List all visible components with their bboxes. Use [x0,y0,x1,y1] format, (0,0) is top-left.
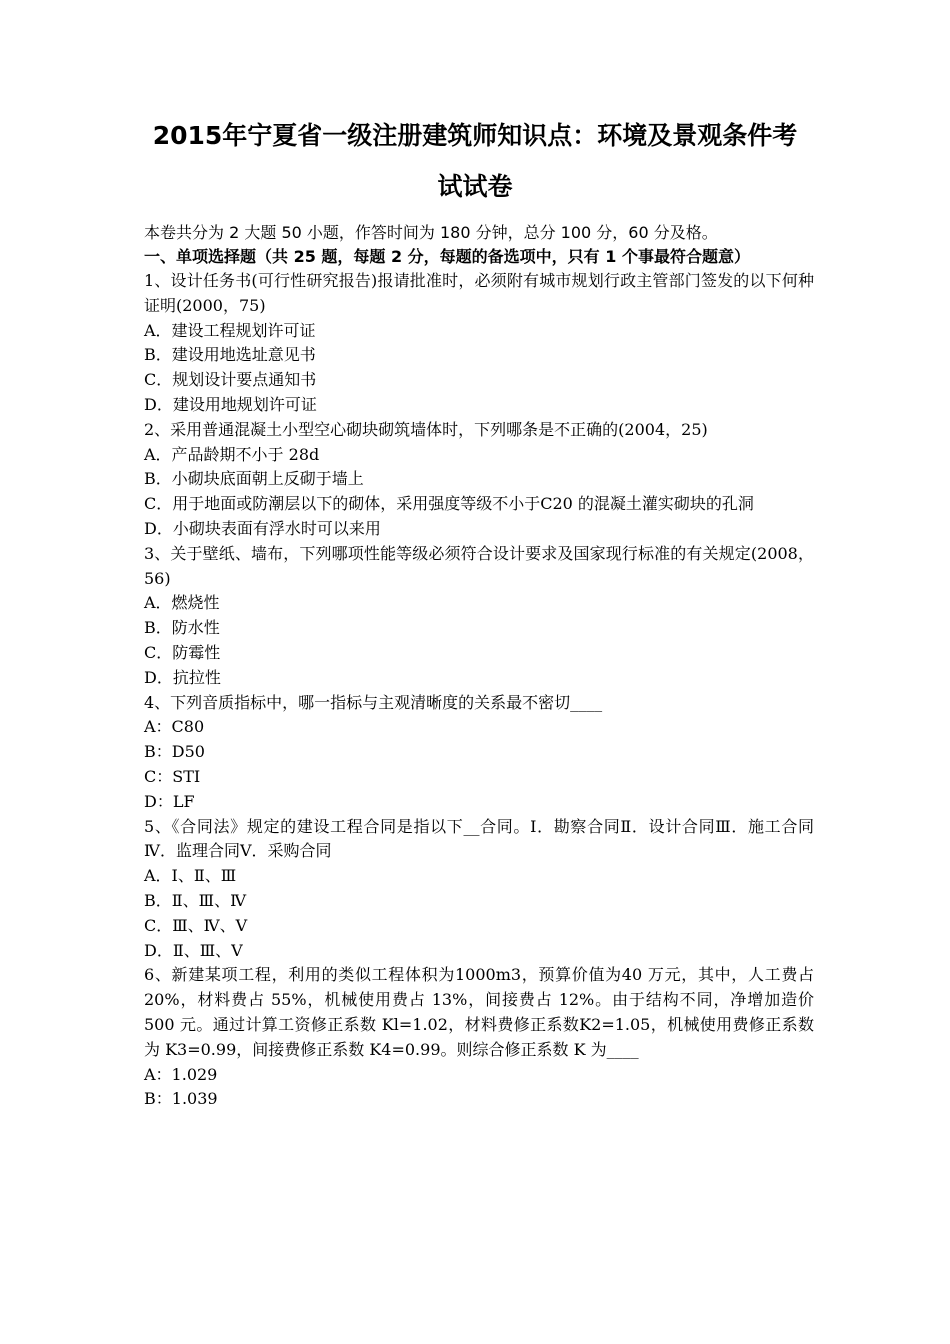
answer-option: D．小砌块表面有浮水时可以来用 [144,518,381,538]
question-text: 3、关于壁纸、墙布，下列哪项性能等级必须符合设计要求及国家现行标准的有关规定(2008，56) [144,543,814,588]
document-body [144,220,814,1112]
answer-option: A．建设工程规划许可证 [144,320,316,340]
answer-option: A．产品龄期不小于 28d [144,444,320,464]
answer-option: D．建设用地规划许可证 [144,394,317,414]
answer-option: D：LF [144,791,195,811]
answer-option: A：C80 [144,717,205,737]
answer-option: B：D50 [144,742,205,762]
answer-option: C：STI [144,766,201,786]
answer-option: B．防水性 [144,618,220,638]
document-title-continued: 试试卷 [437,172,513,201]
question-block [144,815,814,964]
answer-option: B：1.039 [144,1089,218,1109]
question-text: 5、《合同法》规定的建设工程合同是指以下__合同。Ⅰ．勘察合同Ⅱ．设计合同Ⅲ．施工合同Ⅳ．监理合同Ⅴ．采购合同 [144,816,814,861]
answer-option: B．小砌块底面朝上反砌于墙上 [144,469,364,489]
question-block [144,269,814,418]
exam-info: 本卷共分为 2 大题 50 小题，作答时间为 180 分钟，总分 100 分，60 分及格。 [144,223,718,242]
answer-option: A．Ⅰ、Ⅱ、Ⅲ [144,866,237,886]
answer-option: C．Ⅲ、Ⅳ、Ⅴ [144,915,248,935]
answer-option: B．建设用地选址意见书 [144,345,316,365]
question-block [144,963,814,1112]
answer-option: C．用于地面或防潮层以下的砌体，采用强度等级不小于C20 的混凝土灌实砌块的孔洞 [144,494,754,514]
question-text: 6、新建某项工程，利用的类似工程体积为1000m3，预算价值为40 万元，其中，人工费占 20%，材料费占 55%，机械使用费占 13%，间接费占 12%。由于结构不同，净增加造价 500 元。通过计算工资修正系数 Kl=1.02，材料费修正系数K2=1.05，机械使用费修正系数为 K3=0.99，间接费修正系数 K4=0.99。则综合修正系数 K 为____ [144,965,814,1059]
question-text: 4、下列音质指标中，哪一指标与主观清晰度的关系最不密切____ [144,692,603,712]
section-heading: 一、单项选择题（共 25 题，每题 2 分，每题的备选项中，只有 1 个事最符合题意） [144,247,750,266]
question-text: 1、设计任务书(可行性研究报告)报请批准时，必须附有城市规划行政主管部门签发的以下何种证明(2000，75) [144,271,814,315]
answer-option: A．燃烧性 [144,593,220,613]
answer-option: A：1.029 [144,1064,218,1084]
question-block [144,542,814,691]
answer-option: C．规划设计要点通知书 [144,370,317,390]
answer-option: B．Ⅱ、Ⅲ、Ⅳ [144,890,247,910]
question-block [144,691,814,815]
question-text: 2、采用普通混凝土小型空心砌块砌筑墙体时，下列哪条是不正确的(2004，25) [144,419,708,439]
answer-option: C．防霉性 [144,642,221,662]
answer-option: D．抗拉性 [144,667,221,687]
question-block [144,418,814,542]
document-title: 2015年宁夏省一级注册建筑师知识点：环境及景观条件考 [152,121,798,150]
answer-option: D．Ⅱ、Ⅲ、Ⅴ [144,940,243,960]
